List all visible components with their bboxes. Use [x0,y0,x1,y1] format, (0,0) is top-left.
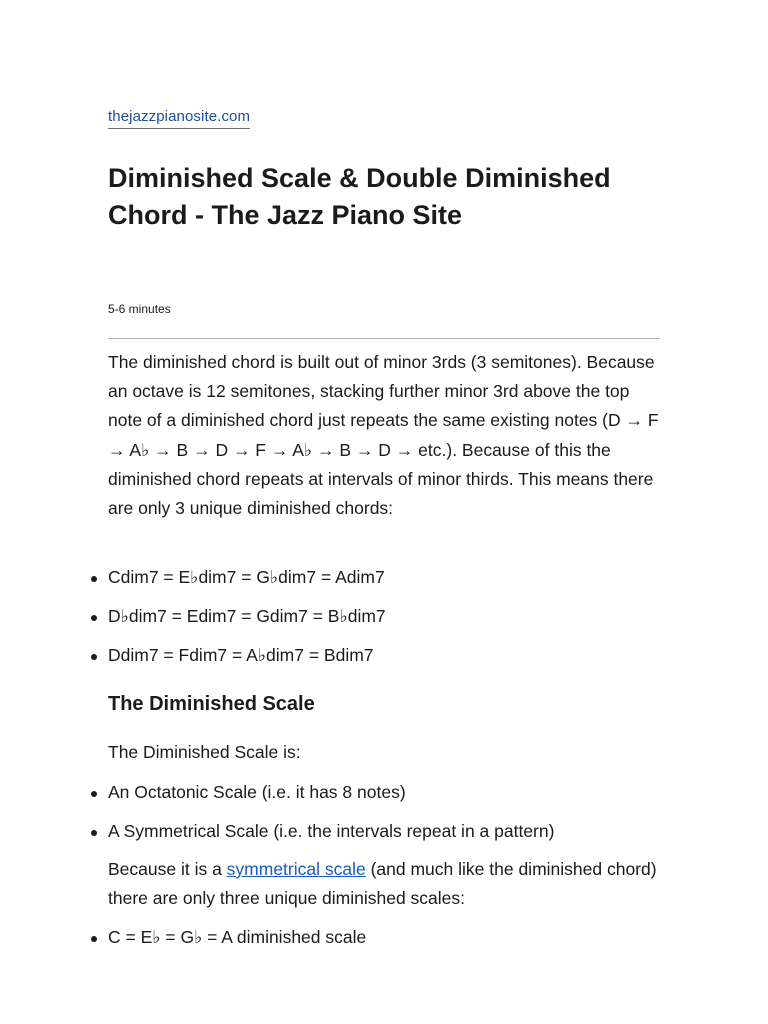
reading-time: 5-6 minutes [108,302,171,316]
article-title: Diminished Scale & Double Diminished Chord - The Jazz Piano Site [108,163,611,230]
header-divider [108,338,660,339]
list-item: Ddim7 = Fdim7 = A♭dim7 = Bdim7 [108,641,660,670]
scale-properties-list [108,778,660,856]
section-intro: The Diminished Scale is: [108,742,301,762]
paragraph-text: (and much like the diminished chord) there are only three unique diminished scales: [108,859,657,909]
symmetrical-scale-link[interactable]: symmetrical scale [226,859,366,879]
chord-list [108,563,660,680]
intro-paragraph: The diminished chord is built out of minor 3rds (3 semitones). Because an octave is 12 semitones, stacking further minor 3rd above the top note of a diminished chord just repeats the same existing notes (D → F → A♭ → B → D → F → A♭ → B → D → etc.). Because of this the diminished chord repeats at intervals of minor thirds. This means there are only 3 unique diminished chords: [108,352,659,519]
list-item: An Octatonic Scale (i.e. it has 8 notes) [108,778,660,807]
paragraph-text: Because it is a [108,859,227,879]
list-item: Cdim7 = E♭dim7 = G♭dim7 = Adim7 [108,563,660,592]
list-item: D♭dim7 = Edim7 = Gdim7 = B♭dim7 [108,602,660,631]
symmetric-paragraph [108,855,660,913]
source-domain-link[interactable]: thejazzpianosite.com [108,108,250,129]
list-item: C = E♭ = G♭ = A diminished scale [108,923,660,952]
section-heading: The Diminished Scale [108,693,315,715]
scale-list [108,923,660,962]
list-item: A Symmetrical Scale (i.e. the intervals repeat in a pattern) [108,817,660,846]
